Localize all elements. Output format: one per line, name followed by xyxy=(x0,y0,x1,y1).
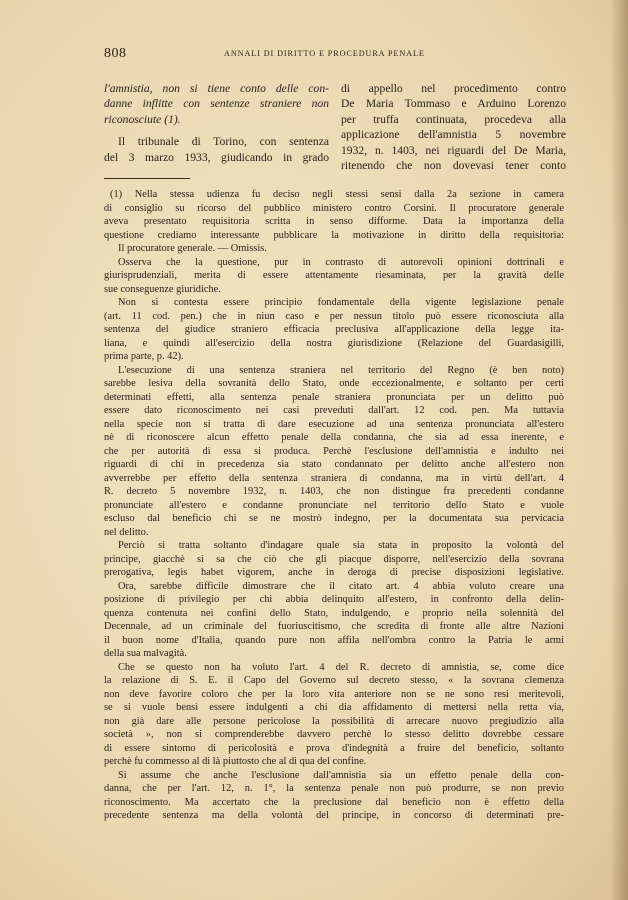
text-line: ritenendo che non dovevasi tener conto xyxy=(341,158,566,172)
text-line: di appello nel procedimento contro xyxy=(341,82,566,95)
footnote-line: danna, che per l'art. 12, n. 1°, la sentenza penale non può produrre, se non previo xyxy=(104,783,564,794)
footnote-line: di consiglio su ricorso del pubblico ministero contro Corsini. Il procuratore generale xyxy=(104,202,564,214)
text-line: l'amnistia, non si tiene conto delle con- xyxy=(104,82,329,95)
text-line: applicazione dell'amnistia 5 novembre xyxy=(341,128,566,142)
footnote-line: Osserva che la questione, pur in contrasto di autorevoli opinioni dottrinali e xyxy=(118,256,564,268)
footnote-line: sentenza del giudice straniero efficacia preclusiva all'applicazione della legge ita- xyxy=(104,324,564,335)
page-header xyxy=(104,46,566,64)
footnote-line: Si assume che anche l'esclusione dall'amnistia sia un effetto penale della con- xyxy=(118,769,564,781)
footnote-line: avverrebbe per effetto della sentenza straniera di condanna, ma in virtù dell'art. 4 xyxy=(104,472,564,484)
footnote-line: della sua malvagità. xyxy=(104,648,187,659)
footnote-line: prima parte, p. 42). xyxy=(104,351,184,362)
running-head: ANNALI DI DIRITTO E PROCEDURA PENALE xyxy=(224,49,425,58)
footnote-line: Decennale, ad un criminale del fuoriuscitismo, che scredita di fronte alle altre Nazioni xyxy=(104,621,564,632)
footnote-line: se si vuole bensì essere indulgenti a chi dia affidamento di mettersi nella retta via, xyxy=(104,702,564,713)
footnote-line: Il procuratore generale. — Omissis. xyxy=(118,243,267,254)
footnote-line: aveva presentato requisitoria scritta in senso difforme. Data la importanza della xyxy=(104,216,564,227)
footnote-line: posizione di privilegio per chi abbia delinquito all'estero, in confronto della delin- xyxy=(104,594,564,605)
footnote-line: sarebbe lesiva della sovranità dello Stato, onde eccezionalmente, e soltanto per certi xyxy=(104,378,564,389)
footnote-line: non deve favorire coloro che per la loro vita anteriore non se ne sono resi meritevoli, xyxy=(104,688,564,700)
footnote-line: sue conseguenze giuridiche. xyxy=(104,283,221,295)
footnote-rule xyxy=(104,178,190,179)
footnote-line: L'esecuzione di una sentenza straniera nel territorio del Regno (è ben noto) xyxy=(118,364,564,376)
footnote-line: il buon nome d'Italia, quando pure non affila nell'ombra contro la Patria le armi xyxy=(104,634,564,646)
footnote-line: Non si contesta essere principio fondamentale della vigente legislazione penale xyxy=(118,297,564,308)
footnote-line: prerogativa, legis habet vigorem, anche in deroga di precise disposizioni legislative. xyxy=(104,567,564,578)
footnote-line: nè di riconoscere alcun effetto penale della condanna, che sia ad essa inerente, e xyxy=(104,432,564,443)
footnote-line: nel delitto. xyxy=(104,526,149,538)
paragraph-gap xyxy=(104,127,329,134)
footnote-line: liana, e quindi all'esercizio della nostra giurisdizione (Relazione del Guardasigilli, xyxy=(104,337,564,349)
text-line: 1932, n. 1403, nei riguardi del De Maria, xyxy=(341,143,566,157)
footnote-line: precedente sentenza ma della volontà del principe, in concorso di determinati pre- xyxy=(104,810,564,821)
footnote-line: riguardi di chi in precedenza sia stato condannato per delitto anche all'estero non xyxy=(104,459,564,470)
footnote-line: la relazione di S. E. il Capo del Governo sul decreto stesso, « la sovrana clemenza xyxy=(104,675,564,686)
text-line: del 3 marzo 1933, giudicando in grado xyxy=(104,150,329,164)
footnote-line: principe, giacchè si sa che ciò che gli piacque disporre, nell'esercizio della sovrana xyxy=(104,553,564,565)
footnote-line: giurisprudenziali, merita di essere attentamente riesaminata, per la gravità delle xyxy=(104,270,564,281)
footnote-line: essere dato riconoscimento nei casi preveduti dall'art. 12 cod. pen. Ma tuttavia xyxy=(104,405,564,416)
binding-shadow xyxy=(610,0,628,900)
footnote-line: R. decreto 5 novembre 1932, n. 1403, che non distingue fra precedenti condanne xyxy=(104,486,564,497)
footnote-line: Perciò si tratta soltanto d'indagare quale sia stata in proposito la volontà del xyxy=(118,540,564,551)
footnote-line: nella specie non si tratta di dare esecuzione ad una sentenza pronunciata all'estero xyxy=(104,418,564,430)
footnote-line: Ora, sarebbe difficile dimostrare che il citato art. 4 abbia voluto creare una xyxy=(118,580,564,592)
footnote-line: riconoscimento. Ma accertato che la preclusione dal beneficio non è effetto della xyxy=(104,796,564,808)
footnote xyxy=(104,188,564,823)
footnote-line: quenza contenuta nei confini dello Stato, indulgendo, e proprio nella solennità del xyxy=(104,607,564,619)
footnote-line: pronunciate all'estero e condanne pronunciate nel territorio dello Stato e vuole xyxy=(104,499,564,511)
footnote-line: escluso dal beneficio chi se ne mostrò indegno, per la documentata sua pervicacia xyxy=(104,513,564,524)
text-line: danne inflitte con sentenze straniere non xyxy=(104,97,329,111)
footnote-line: (1) Nella stessa udienza fu deciso negli stessi sensi dalla 2a sezione in camera xyxy=(110,189,564,200)
right-column xyxy=(341,81,566,173)
text-line: riconosciute (1). xyxy=(104,112,181,126)
page-number: 808 xyxy=(104,46,127,61)
text-line: per truffa continuata, procedeva alla xyxy=(341,112,566,126)
footnote-line: perchè fu commesso al di là piuttosto che al di qua del confine. xyxy=(104,756,367,767)
footnote-line: (art. 11 cod. pen.) che in niun caso e per nessun titolo può essere riconosciuta alla xyxy=(104,310,564,322)
footnote-line: che per autorità di essa si produca. Perchè l'esclusione dell'amnistia e indulto nei xyxy=(104,445,564,457)
text-line: De Maria Tommaso e Arduino Lorenzo xyxy=(341,97,566,111)
text-line: Il tribunale di Torino, con sentenza xyxy=(118,135,329,149)
footnote-line: di essere sintomo di pericolosità e prova d'indegnità a fruire del beneficio, soltanto xyxy=(104,742,564,754)
left-column xyxy=(104,81,329,165)
footnote-line: non già dare alle persone pericolose la possibilità di arrecare nuovo pregiudizio alla xyxy=(104,715,564,727)
footnote-line: società », non si comprenderebbe davvero perchè lo stesso delitto dovrebbe cessare xyxy=(104,729,564,740)
footnote-line: questione crediamo interessante pubblicare la motivazione in diritto della requisitoria: xyxy=(104,229,564,241)
footnote-line: determinati effetti, alla sentenza penale straniera pronunciata per un delitto può xyxy=(104,391,564,403)
footnote-line: Che se questo non ha voluto l'art. 4 del R. decreto di amnistia, se, come dice xyxy=(118,661,564,673)
